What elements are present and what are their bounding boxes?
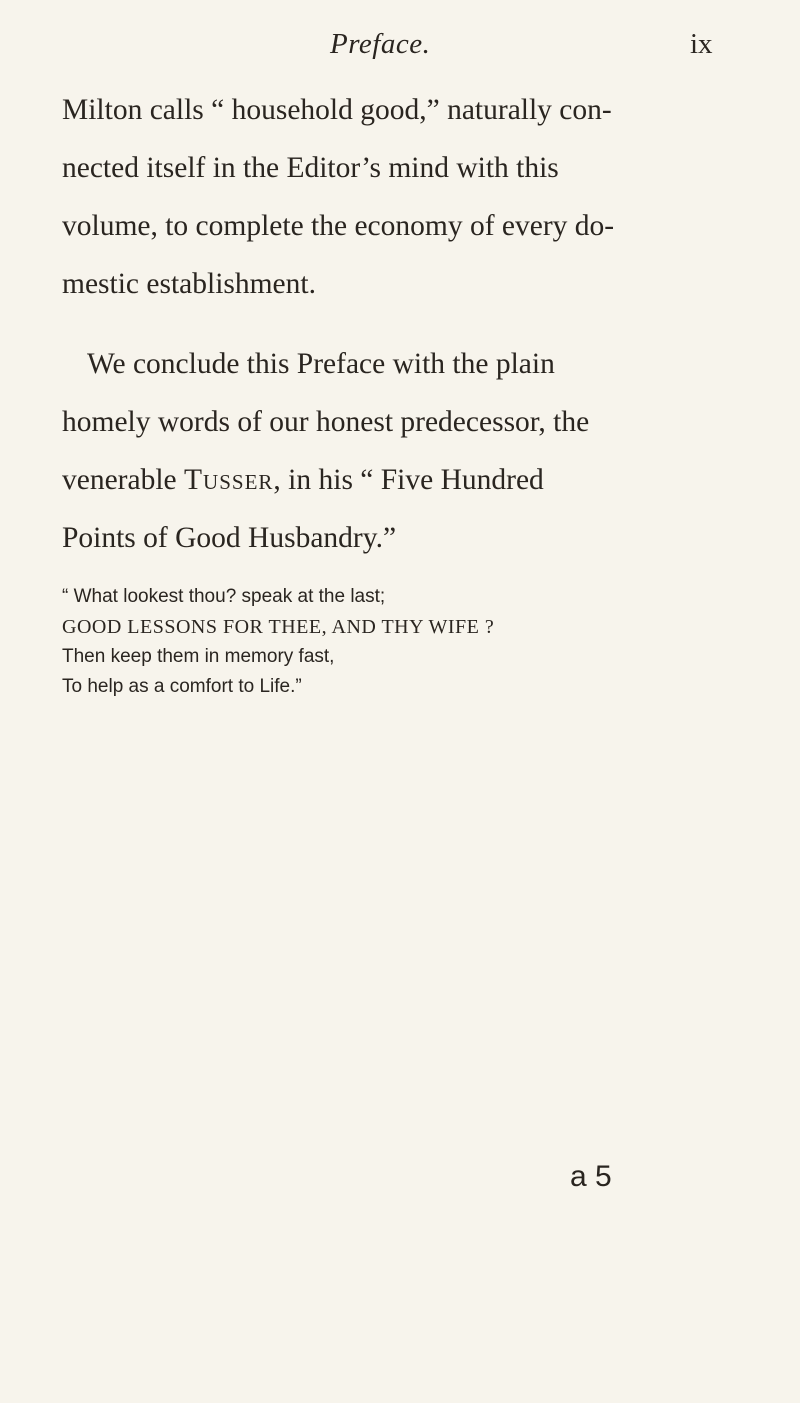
text-line: Milton calls “ household good,” naturally con- <box>62 94 612 126</box>
text-fragment: , in his “ Five Hundred <box>273 464 544 496</box>
text-line: Points of Good Husbandry.” <box>62 522 397 554</box>
paragraph-conclusion <box>62 335 762 567</box>
text-line: mestic establishment. <box>62 268 316 300</box>
verse-line: Then keep them in memory fast, <box>62 646 335 667</box>
author-name-tusser: Tusser <box>184 464 274 496</box>
verse-line: To help as a comfort to Life.” <box>62 676 302 697</box>
verse-quotation <box>62 582 762 702</box>
text-line <box>62 451 762 509</box>
text-line: volume, to complete the economy of every do- <box>62 210 615 242</box>
running-head <box>0 28 800 68</box>
paragraph-milton <box>62 81 762 313</box>
text-line: nected itself in the Editor’s mind with this <box>62 152 559 184</box>
verse-line: GOOD LESSONS FOR THEE, AND THY WIFE ? <box>62 616 495 638</box>
text-fragment: venerable <box>62 464 185 496</box>
page-number: ix <box>690 28 713 60</box>
text-line: homely words of our honest predecessor, the <box>62 406 590 438</box>
verse-line: “ What lookest thou? speak at the last; <box>62 586 386 607</box>
running-title: Preface. <box>330 28 431 60</box>
signature-mark: a 5 <box>570 1160 612 1193</box>
text-line: We conclude this Preface with the plain <box>87 348 555 380</box>
